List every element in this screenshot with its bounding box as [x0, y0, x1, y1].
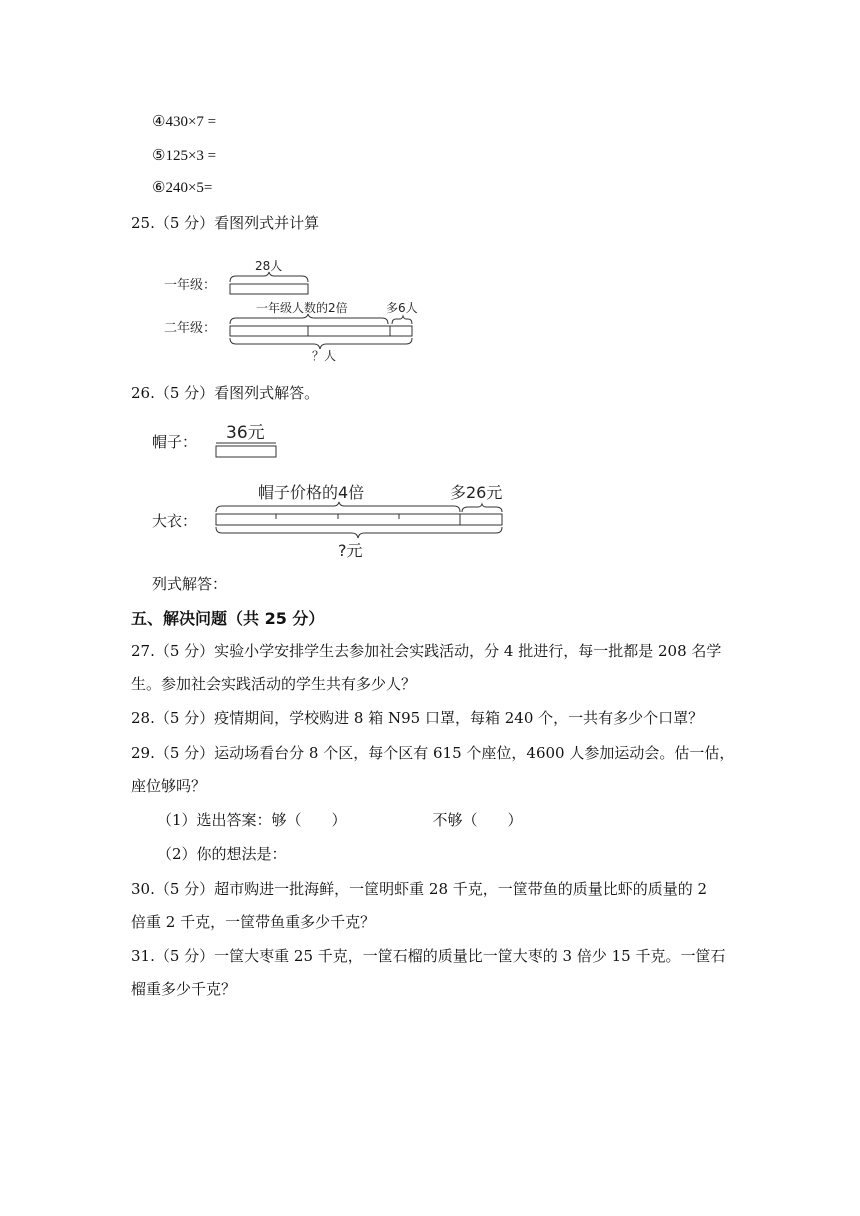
- question-30-line1: 30.（5 分）超市购进一批海鲜，一筐明虾重 28 千克，一筐带鱼的质量比虾的质量的 2: [131, 880, 708, 898]
- hat-bar: [216, 446, 276, 457]
- coat-extra-label: 多26元: [450, 483, 503, 502]
- coat-multiple-label: 帽子价格的4倍: [258, 483, 365, 502]
- question-29-sub2: （2）你的想法是：: [157, 845, 287, 863]
- coat-extra-brace: [462, 504, 502, 512]
- calc-item-6: [152, 178, 212, 198]
- grade1-label: 一年级：: [164, 278, 217, 293]
- grade2-multiple-label: 一年级人数的2倍: [256, 301, 348, 315]
- answer-label: 列式解答：: [152, 575, 228, 593]
- grade1-top-brace: [230, 272, 308, 282]
- grade-bar-diagram: [150, 250, 440, 362]
- grade2-label: 二年级：: [164, 321, 217, 336]
- coat-total-label: ?元: [338, 541, 363, 560]
- question-28-line1: 28.（5 分）疫情期间，学校购进 8 箱 N95 口罩，每箱 240 个，一共有多少个口罩？: [131, 709, 704, 727]
- calc-number: ⑥: [152, 180, 166, 196]
- coat-label: 大衣：: [152, 512, 198, 530]
- coat-bar: [216, 514, 502, 525]
- question-26-diagram: [210, 418, 540, 567]
- question-29-sub1: [157, 810, 523, 830]
- question-30-line2: 倍重 2 千克，一筐带鱼重多少千克？: [131, 913, 376, 931]
- calc-number: ⑤: [152, 148, 166, 164]
- question-27-line2: 生。参加社会实践活动的学生共有多少人？: [131, 675, 417, 693]
- grade2-bar: [230, 326, 412, 336]
- price-bar-diagram: [210, 418, 540, 563]
- grade2-extra-label: 多6人: [386, 301, 418, 315]
- calc-number: ④: [152, 114, 166, 130]
- grade2-multiple-brace: [230, 314, 388, 324]
- question-31-line2: 榴重多少千克？: [131, 980, 237, 998]
- calc-expression: 430×7 =: [165, 114, 217, 130]
- calc-expression: 240×5=: [165, 180, 213, 196]
- question-25-label: 25.（5 分）看图列式并计算: [131, 214, 320, 232]
- grade1-bar: [230, 284, 308, 294]
- calc-expression: 125×3 =: [165, 148, 217, 164]
- hat-value-label: 36元: [226, 423, 265, 443]
- question-26-label: 26.（5 分）看图列式解答。: [131, 384, 320, 402]
- question-29-line2: 座位够吗？: [131, 777, 207, 795]
- answer-option-not-enough: 不够（ ）: [432, 811, 523, 829]
- question-31-line1: 31.（5 分）一筐大枣重 25 千克，一筐石榴的质量比一筐大枣的 3 倍少 15 千克。一筐石: [131, 947, 726, 965]
- answer-option-enough: （1）选出答案：够（ ）: [157, 811, 347, 829]
- calc-item-4: [152, 112, 216, 132]
- calc-item-5: [152, 146, 216, 166]
- question-29-line1: 29.（5 分）运动场看台分 8 个区，每个区有 615 个座位，4600 人参加运动会。估一估，: [131, 744, 735, 762]
- question-27-line1: 27.（5 分）实验小学安排学生去参加社会实践活动，分 4 批进行，每一批都是 208 名学: [131, 642, 722, 660]
- section-title: 五、解决问题（共 25 分）: [131, 609, 325, 628]
- hat-label: 帽子：: [152, 433, 198, 451]
- grade1-value-label: 28人: [255, 259, 283, 273]
- grade2-extra-brace: [392, 316, 412, 324]
- coat-total-brace: [216, 527, 502, 538]
- question-25-diagram: [150, 250, 440, 366]
- grade2-total-brace: [230, 338, 412, 349]
- coat-multiple-brace: [216, 502, 460, 512]
- grade2-total-label: ？人: [312, 349, 337, 362]
